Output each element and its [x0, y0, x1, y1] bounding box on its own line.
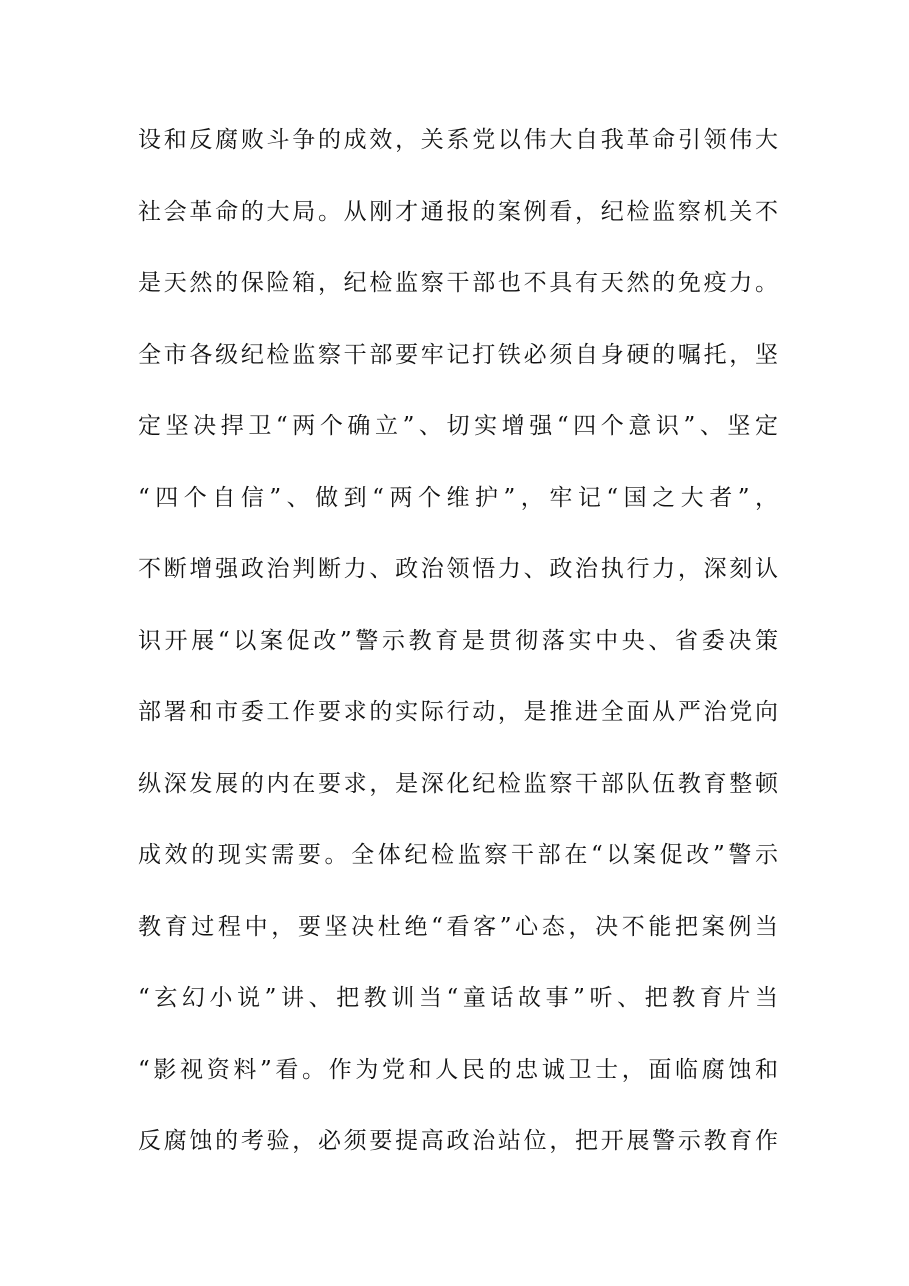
text-line: 部署和市委工作要求的实际行动，是推进全面从严治党向 — [138, 699, 778, 725]
text-line: 不断增强政治判断力、政治领悟力、政治执行力，深刻认 — [138, 556, 778, 582]
text-line: 社会革命的大局。从刚才通报的案例看，纪检监察机关不 — [138, 198, 778, 225]
text-line: 是天然的保险箱，纪检监察干部也不具有天然的免疫力。 — [138, 270, 778, 296]
text-line: 纵深发展的内在要求，是深化纪检监察干部队伍教育整顿 — [138, 770, 778, 797]
text-line: 反腐蚀的考验，必须要提高政治站位，把开展警示教育作 — [138, 1128, 778, 1154]
text-line: 教育过程中，要坚决杜绝“看客”心态，决不能把案例当 — [138, 913, 778, 940]
text-line: “影视资料”看。作为党和人民的忠诚卫士，面临腐蚀和 — [138, 1056, 778, 1083]
text-line: 全市各级纪检监察干部要牢记打铁必须自身硬的嘱托，坚 — [138, 341, 778, 368]
text-line: “四个自信”、做到“两个维护”，牢记“国之大者”， — [138, 484, 778, 511]
text-line: 识开展“以案促改”警示教育是贯彻落实中央、省委决策 — [138, 627, 778, 654]
text-line: 成效的现实需要。全体纪检监察干部在“以案促改”警示 — [138, 842, 778, 868]
text-line: 定坚决捍卫“两个确立”、切实增强“四个意识”、坚定 — [138, 413, 778, 439]
body-text — [138, 120, 778, 1193]
text-line: “玄幻小说”讲、把教训当“童话故事”听、把教育片当 — [138, 985, 778, 1011]
text-line: 设和反腐败斗争的成效，关系党以伟大自我革命引领伟大 — [138, 127, 778, 153]
